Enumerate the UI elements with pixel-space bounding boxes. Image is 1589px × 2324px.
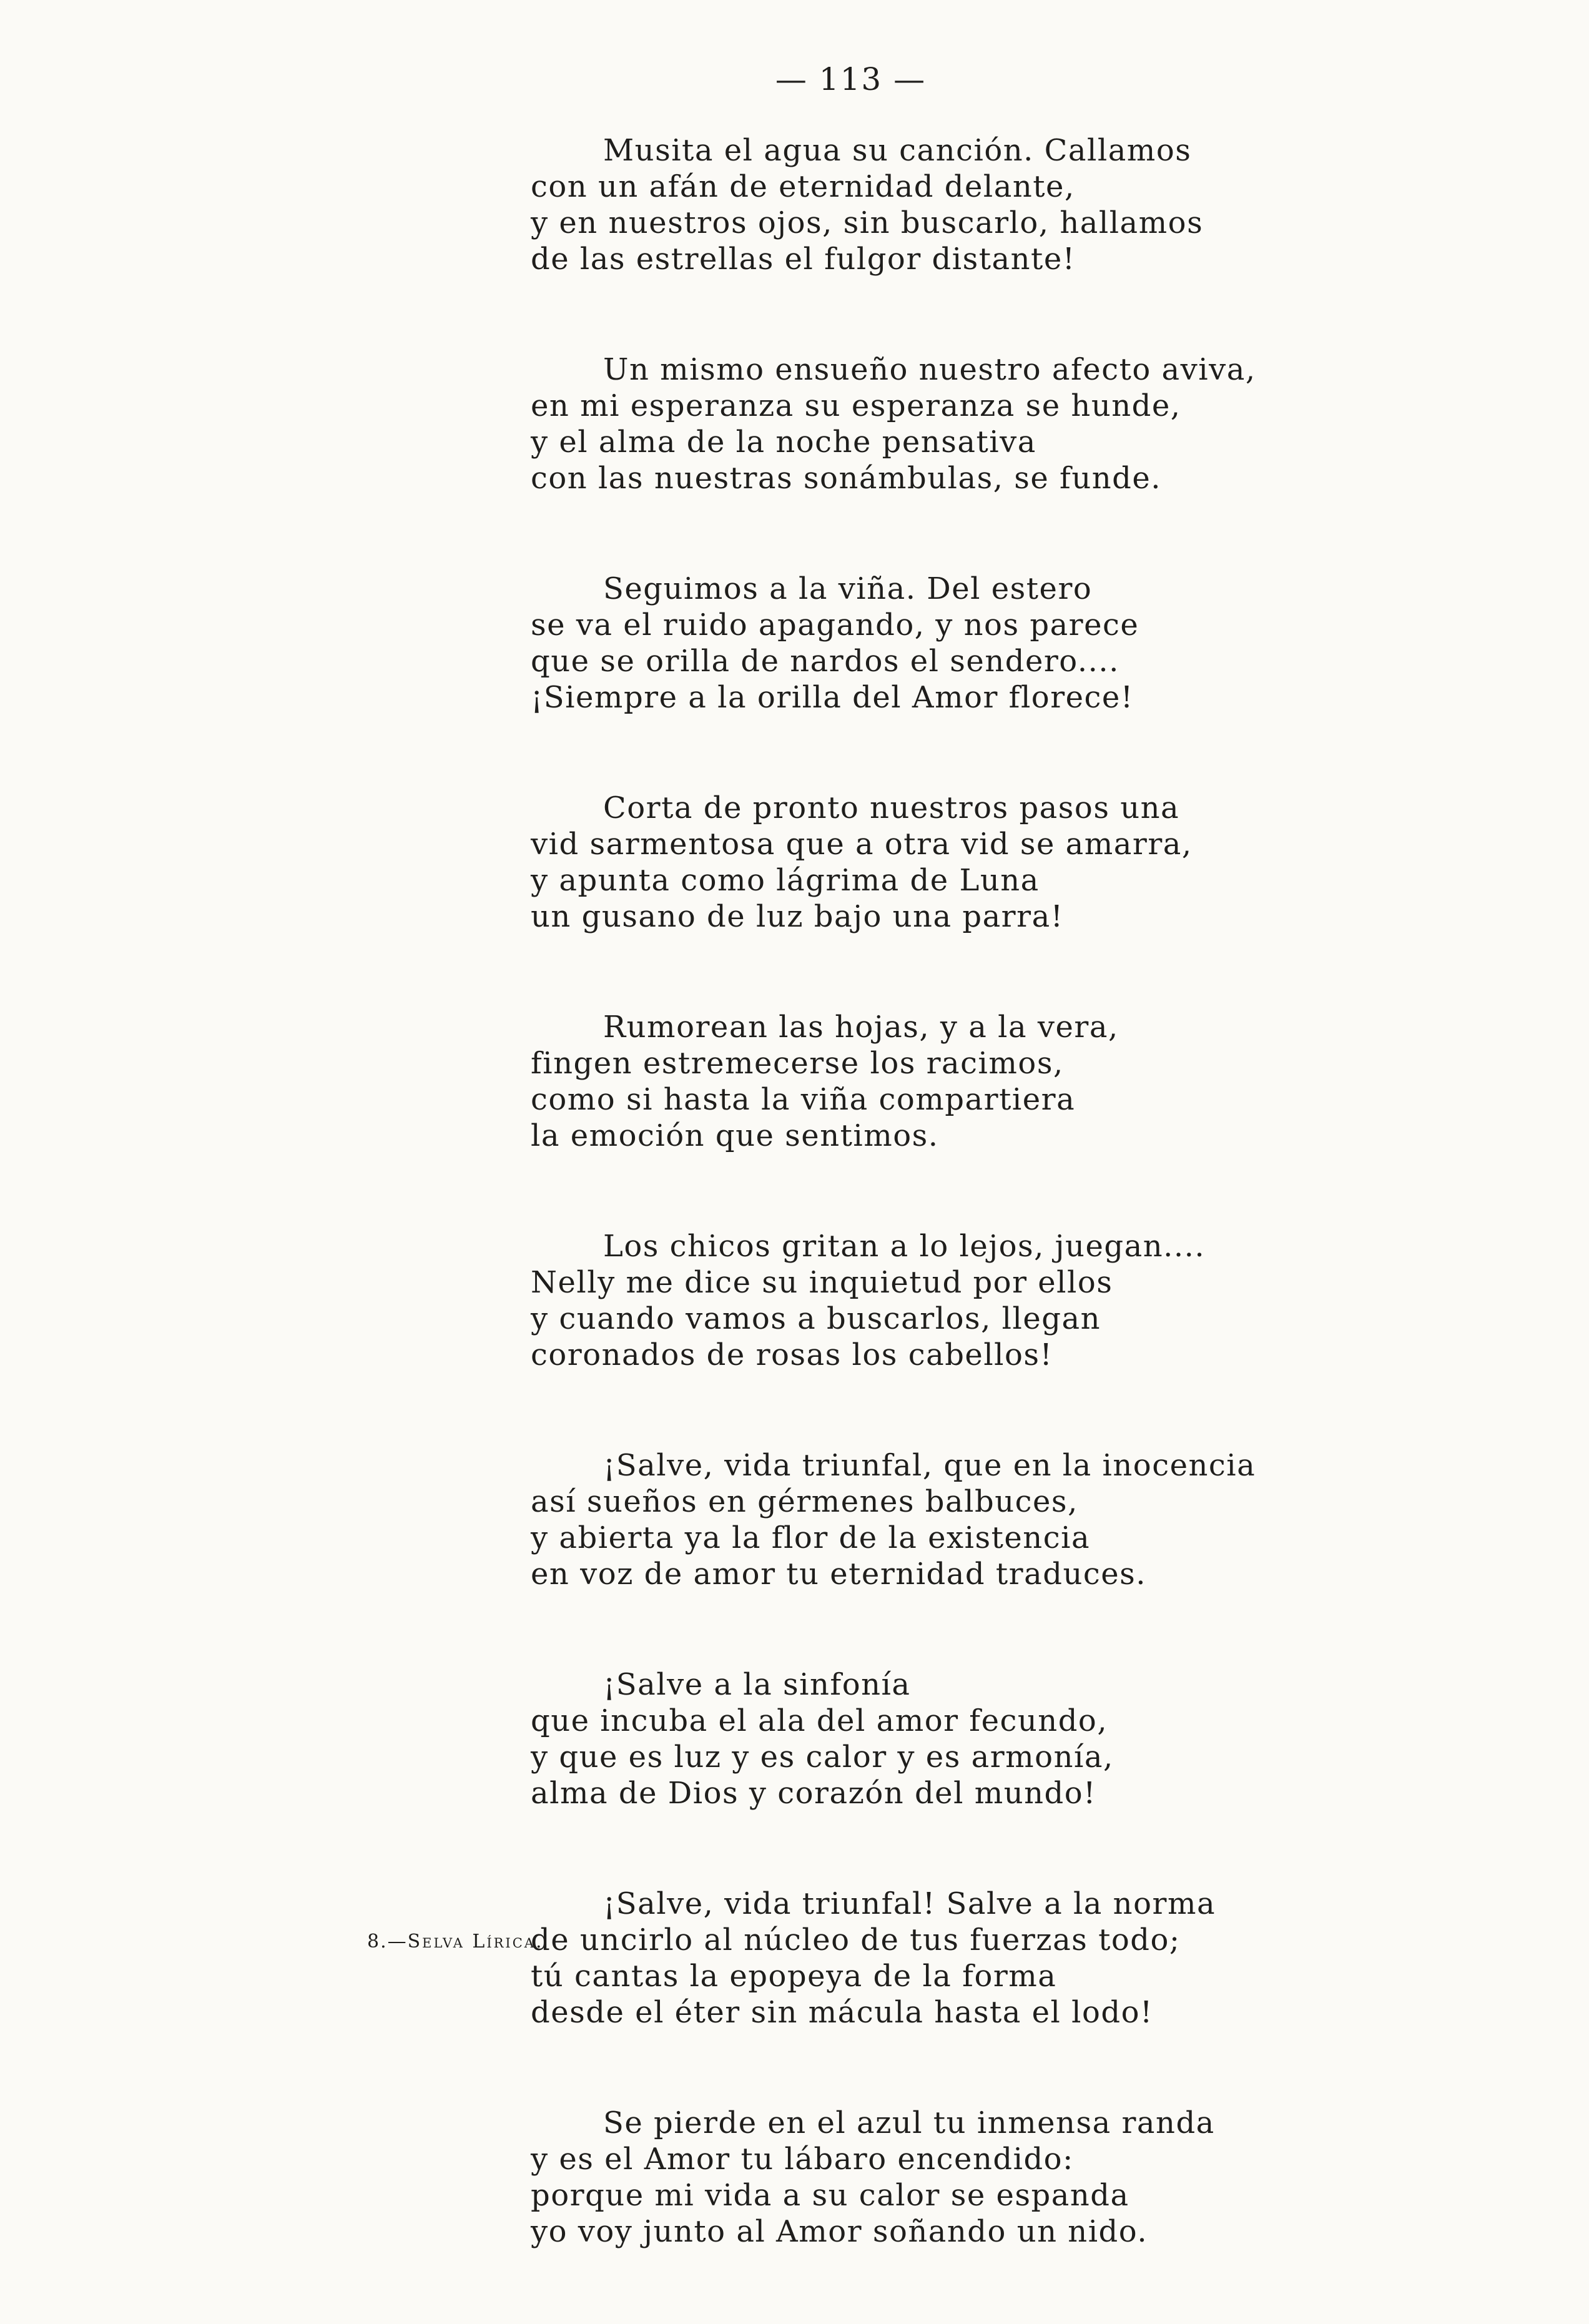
poem-line: de uncirlo al núcleo de tus fuerzas todo; — [531, 1923, 1181, 1957]
signature-number: 8.— — [367, 1931, 408, 1952]
poem-line: y cuando vamos a buscarlos, llegan — [531, 1301, 1101, 1336]
poem-line: y en nuestros ojos, sin buscarlo, hallamos — [531, 205, 1204, 240]
poem-line: que incuba el ala del amor fecundo, — [531, 1703, 1108, 1738]
poem-line: ¡Salve a la sinfonía — [603, 1667, 911, 1702]
poem-line: y el alma de la noche pensativa — [531, 425, 1036, 460]
poem-line: y apunta como lágrima de Luna — [531, 863, 1040, 898]
poem-line: Corta de pronto nuestros pasos una — [603, 790, 1180, 825]
poem-line: Un mismo ensueño nuestro afecto aviva, — [603, 352, 1256, 387]
poem-line: yo voy junto al Amor soñando un nido. — [531, 2214, 1148, 2249]
poem-line: y es el Amor tu lábaro encendido: — [531, 2142, 1074, 2177]
poem-line: Rumorean las hojas, y a la vera, — [603, 1010, 1119, 1045]
poem-line: y que es luz y es calor y es armonía, — [531, 1740, 1114, 1775]
poem-line: se va el ruido apagando, y nos parece — [531, 608, 1139, 643]
poem-line: coronados de rosas los cabellos! — [531, 1337, 1053, 1372]
poem-line: tú cantas la epopeya de la forma — [531, 1959, 1057, 1994]
poem-line: desde el éter sin mácula hasta el lodo! — [531, 1995, 1153, 2030]
stanza-10 — [531, 2105, 1342, 2250]
stanza-2 — [531, 352, 1342, 496]
stanza-6 — [531, 1228, 1342, 1373]
poem-line: Los chicos gritan a lo lejos, juegan.... — [603, 1229, 1206, 1264]
poem-line: de las estrellas el fulgor distante! — [531, 242, 1076, 277]
stanza-4 — [531, 790, 1342, 935]
poem-line: Nelly me dice su inquietud por ellos — [531, 1265, 1113, 1300]
stanza-3 — [531, 571, 1342, 716]
stanza-9 — [531, 1886, 1342, 2031]
book-title: Selva Lírica. — [407, 1931, 544, 1952]
poem-line: Seguimos a la viña. Del estero — [603, 571, 1093, 606]
poem-line: como si hasta la viña compartiera — [531, 1082, 1076, 1117]
poem-line: y abierta ya la flor de la existencia — [531, 1520, 1091, 1555]
stanza-5 — [531, 1009, 1342, 1154]
stanza-8 — [531, 1667, 1342, 1811]
poem-line: con las nuestras sonámbulas, se funde. — [531, 461, 1162, 496]
printer-signature-footer — [367, 1931, 544, 1952]
poem-line: en voz de amor tu eternidad traduces. — [531, 1557, 1147, 1592]
poem-line: con un afán de eternidad delante, — [531, 169, 1075, 204]
page-number: — 113 — — [775, 61, 927, 97]
stanza-1 — [531, 132, 1342, 277]
poem-line: vid sarmentosa que a otra vid se amarra, — [531, 827, 1193, 862]
poem-line: alma de Dios y corazón del mundo! — [531, 1776, 1096, 1811]
poem-line: que se orilla de nardos el sendero.... — [531, 644, 1119, 679]
stanza-7 — [531, 1447, 1342, 1592]
poem-line: en mi esperanza su esperanza se hunde, — [531, 388, 1181, 423]
poem-line: Se pierde en el azul tu inmensa randa — [603, 2105, 1215, 2140]
poem-line: un gusano de luz bajo una parra! — [531, 899, 1064, 934]
poem-line: ¡Salve, vida triunfal, que en la inocencia — [603, 1448, 1256, 1483]
poem-line: porque mi vida a su calor se espanda — [531, 2178, 1129, 2213]
poem — [531, 132, 1342, 2324]
poem-line: Musita el agua su canción. Callamos — [603, 133, 1192, 168]
poem-line: así sueños en gérmenes balbuces, — [531, 1484, 1078, 1519]
poem-line: ¡Salve, vida triunfal! Salve a la norma — [603, 1886, 1216, 1921]
poem-line: fingen estremecerse los racimos, — [531, 1046, 1064, 1081]
poem-line: ¡Siempre a la orilla del Amor florece! — [531, 680, 1134, 715]
poem-line: la emoción que sentimos. — [531, 1118, 939, 1153]
